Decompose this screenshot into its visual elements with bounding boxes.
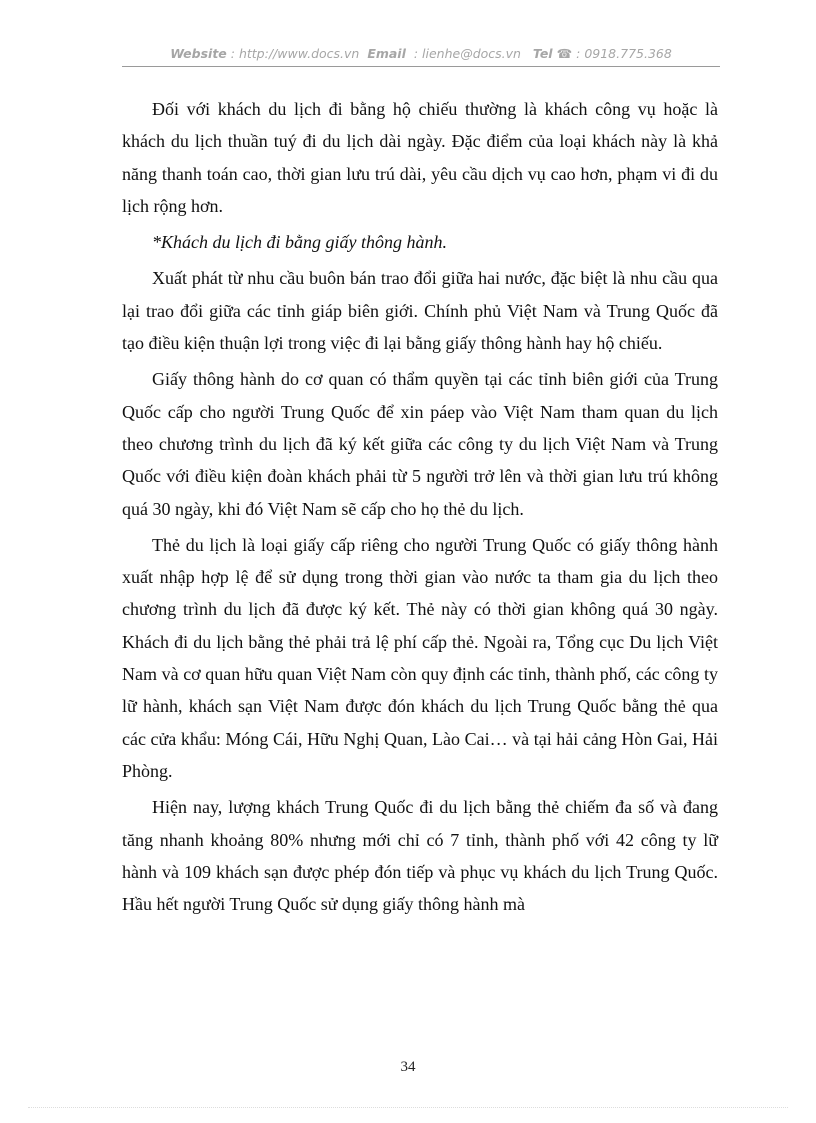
phone-icon: ☎ [556, 46, 573, 61]
email-label: Email [367, 46, 406, 61]
page-header [122, 46, 720, 66]
website-label: Website [170, 46, 227, 61]
paragraph-current-situation: Hiện nay, lượng khách Trung Quốc đi du lịch bằng thẻ chiếm đa số và đang tăng nhanh khoảng 80% nhưng mới chỉ có 7 tỉnh, thành phố với 42 công ty lữ hành và 109 khách sạn được phép đón tiếp và phục vụ khách du lịch Trung Quốc. Hầu hết người Trung Quốc sử dụng giấy thông hành mà [122, 797, 718, 915]
section-heading-pass-visitors: *Khách du lịch đi bằng giấy thông hành. [152, 232, 447, 253]
paragraph-passport-visitors: Đối với khách du lịch đi bằng hộ chiếu thường là khách công vụ hoặc là khách du lịch thuần tuý đi du lịch dài ngày. Đặc điểm của loại khách này là khả năng thanh toán cao, thời gian lưu trú dài, yêu cầu dịch vụ cao hơn, phạm vi đi du lịch rộng hơn. [122, 99, 718, 216]
tel-label: Tel [532, 46, 553, 61]
page-number: 34 [400, 1059, 416, 1075]
email-address[interactable]: lienhe@docs.vn [422, 46, 521, 61]
email-separator: : [409, 46, 423, 61]
page-bottom-divider [28, 1107, 788, 1108]
paragraph-pass-issuance: Giấy thông hành do cơ quan có thẩm quyền tại các tỉnh biên giới của Trung Quốc cấp cho người Trung Quốc để xin páep vào Việt Nam tham quan du lịch theo chương trình du lịch đã ký kết giữa các công ty du lịch Việt Nam và Trung Quốc với điều kiện đoàn khách phải từ 5 người trở lên và thời gian lưu trú không quá 30 ngày, khi đó Việt Nam sẽ cấp cho họ thẻ du lịch. [122, 369, 718, 519]
tel-number: 0918.775.368 [584, 46, 672, 61]
paragraph-travel-card: Thẻ du lịch là loại giấy cấp riêng cho người Trung Quốc có giấy thông hành xuất nhập hợp lệ để sử dụng trong thời gian vào nước ta tham gia du lịch theo chương trình du lịch đã được ký kết. Thẻ này có thời gian không quá 30 ngày. Khách đi du lịch bằng thẻ phải trả lệ phí cấp thẻ. Ngoài ra, Tổng cục Du lịch Việt Nam và cơ quan hữu quan Việt Nam còn quy định các tỉnh, thành phố, các công ty lữ hành, khách sạn Việt Nam được đón khách du lịch Trung Quốc bằng thẻ qua các cửa khẩu: Móng Cái, Hữu Nghị Quan, Lào Cai… và tại hải cảng Hòn Gai, Hải Phòng. [122, 534, 718, 781]
tel-separator: : [572, 46, 585, 61]
website-separator: : [226, 46, 239, 61]
website-url[interactable]: http://www.docs.vn [238, 46, 360, 61]
header-divider [122, 66, 720, 67]
document-body [122, 93, 718, 924]
paragraph-origin: Xuất phát từ nhu cầu buôn bán trao đổi giữa hai nước, đặc biệt là nhu cầu qua lại trao đổi giữa các tỉnh giáp biên giới. Chính phủ Việt Nam và Trung Quốc đã tạo điều kiện thuận lợi trong việc đi lại bằng giấy thông hành hay hộ chiếu. [122, 268, 718, 354]
